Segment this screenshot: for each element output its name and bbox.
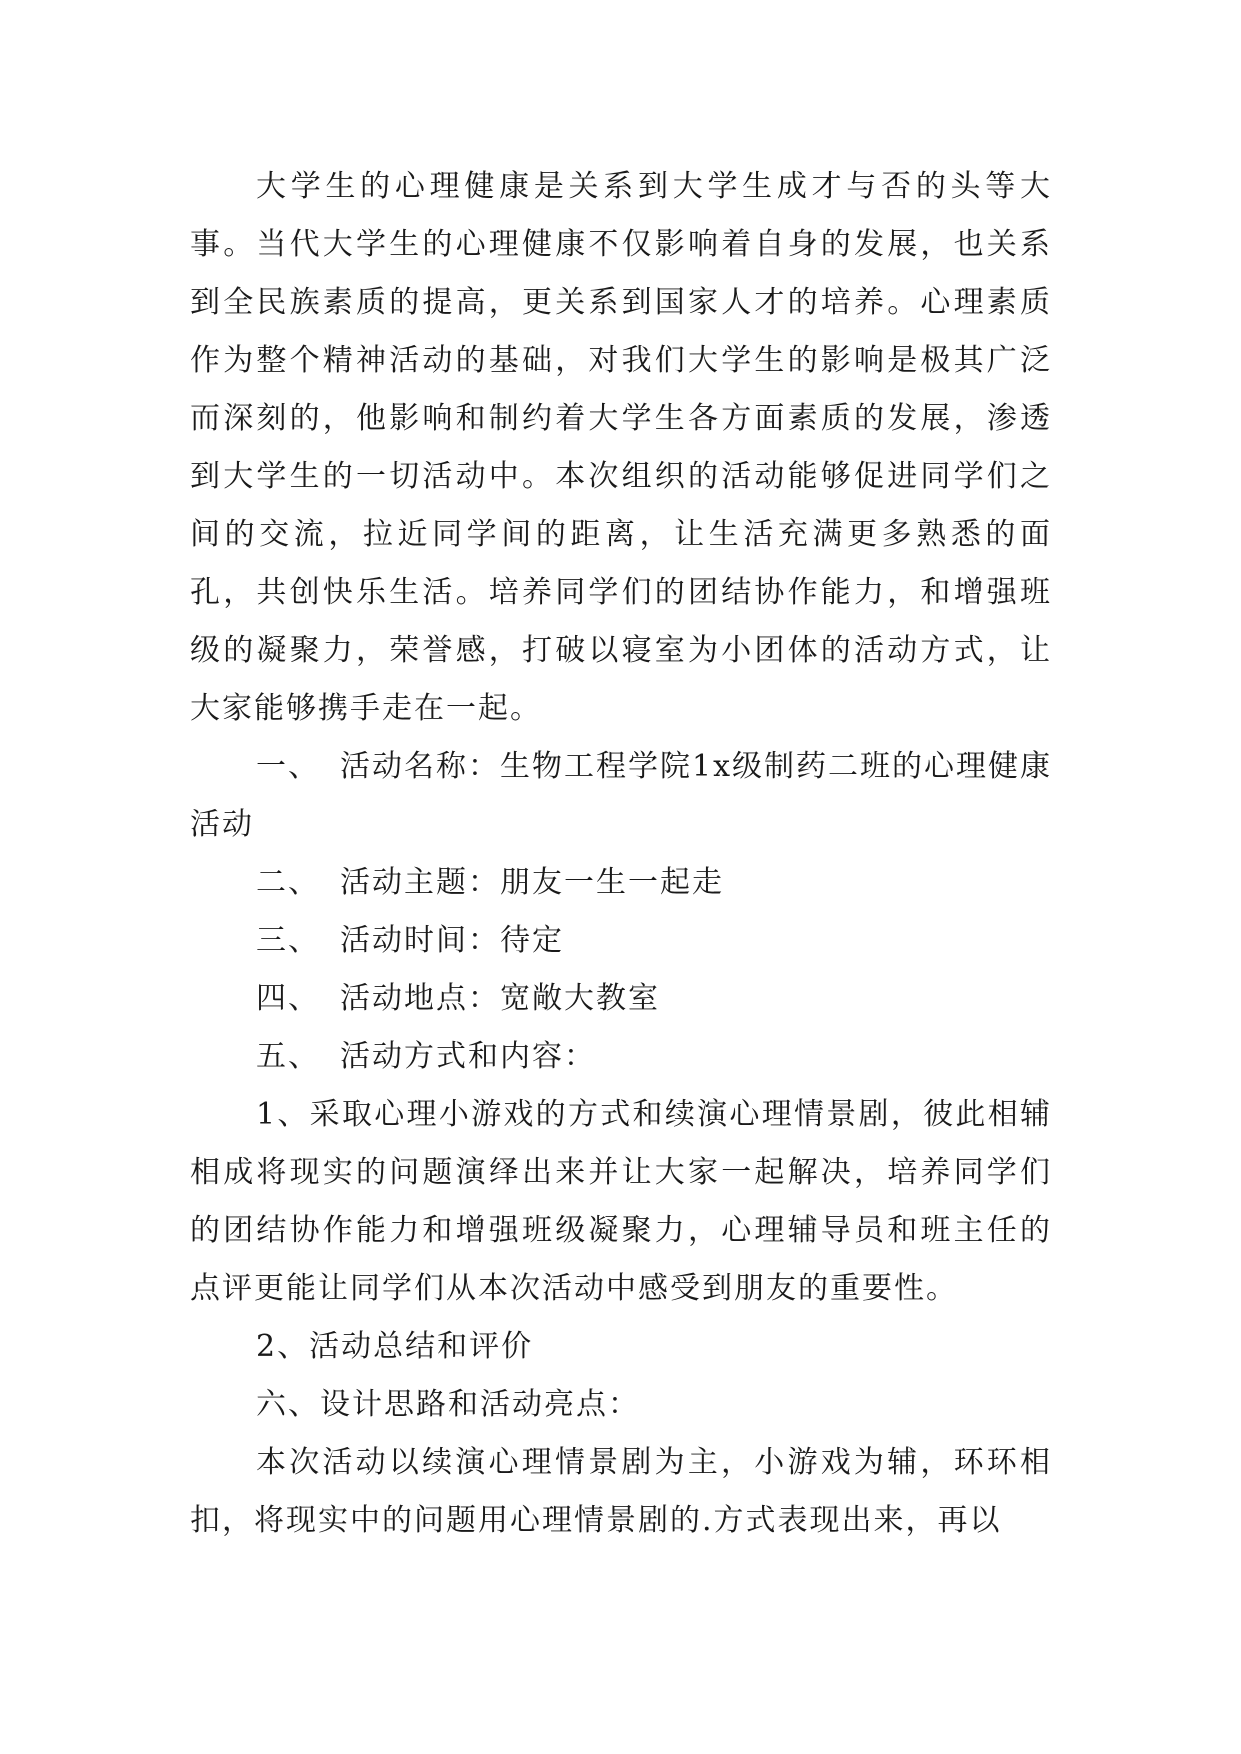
item-text: 活动主题：朋友一生一起走 (340, 865, 724, 900)
item-activity-format (190, 1028, 1052, 1086)
item-text: 活动时间：待定 (340, 923, 564, 958)
item-number: 三、 (256, 923, 320, 958)
document-body (190, 158, 1052, 1550)
item-number: 五、 (256, 1039, 320, 1074)
item-activity-time (190, 912, 1052, 970)
design-paragraph: 本次活动以续演心理情景剧为主，小游戏为辅，环环相扣，将现实中的问题用心理情景剧的.方式表现出来，再以 (190, 1445, 1052, 1538)
content-point-2: 2、活动总结和评价 (256, 1329, 534, 1364)
item-number: 一、 (256, 749, 320, 784)
section-6-heading: 六、设计思路和活动亮点： (256, 1387, 640, 1422)
item-number: 二、 (256, 865, 320, 900)
item-activity-location (190, 970, 1052, 1028)
item-number: 四、 (256, 981, 320, 1016)
intro-paragraph: 大学生的心理健康是关系到大学生成才与否的头等大事。当代大学生的心理健康不仅影响着自身的发展，也关系到全民族素质的提高，更关系到国家人才的培养。心理素质作为整个精神活动的基础，对我们大学生的影响是极其广泛而深刻的，他影响和制约着大学生各方面素质的发展，渗透到大学生的一切活动中。本次组织的活动能够促进同学们之间的交流，拉近同学间的距离，让生活充满更多熟悉的面孔，共创快乐生活。培养同学们的团结协作能力，和增强班级的凝聚力，荣誉感，打破以寝室为小团体的活动方式，让大家能够携手走在一起。 (190, 169, 1052, 726)
item-text: 活动名称：生物工程学院1x级制药二班的心理健康活动 (190, 749, 1053, 842)
item-text: 活动方式和内容： (340, 1039, 596, 1074)
item-activity-name (190, 738, 1052, 854)
content-point-1: 1、采取心理小游戏的方式和续演心理情景剧，彼此相辅相成将现实的问题演绎出来并让大家一起解决，培养同学们的团结协作能力和增强班级凝聚力，心理辅导员和班主任的点评更能让同学们从本次活动中感受到朋友的重要性。 (190, 1097, 1052, 1306)
item-activity-theme (190, 854, 1052, 912)
item-text: 活动地点：宽敞大教室 (340, 981, 660, 1016)
